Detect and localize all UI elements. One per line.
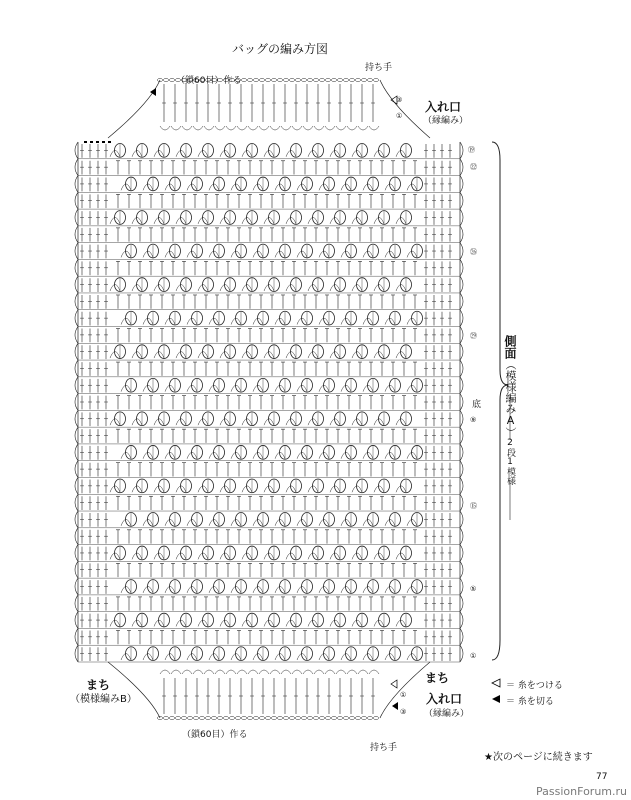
stitch-row [75,293,463,310]
chain-stitch [283,716,288,719]
edge-loop [75,293,78,310]
edge-loop [460,226,463,243]
bottom-row-label: ③ [400,708,407,716]
edge-loop [460,528,463,545]
edge-loop [460,477,463,494]
chain-stitch [265,78,270,81]
gusset-title-left: まち [86,678,111,692]
top-opening-title: 入れ口 [425,100,462,114]
band-arc [182,126,192,130]
band-side [108,80,160,138]
edge-loop [460,561,463,578]
chain-stitch [169,78,174,81]
page-number: 77 [596,772,608,782]
band-arc [347,670,357,674]
edge-loop [75,494,78,511]
stitch-row [75,528,463,545]
stitch-row [75,259,463,276]
band-arc [336,126,346,130]
band-arc [215,126,225,130]
edge-loop [460,394,463,411]
chain-stitch [271,78,276,81]
stitch-row [75,645,463,662]
edge-loop [460,276,463,293]
band-arc [248,126,258,130]
edge-loop [75,461,78,478]
edge-loop [75,360,78,377]
chain-stitch [313,716,318,719]
chain-stitch [289,78,294,81]
edge-loop [460,444,463,461]
chain-stitch [247,78,252,81]
stitch-row [75,159,463,176]
side-row-label: ⑤ [470,585,477,593]
edge-loop [75,612,78,629]
side-label [503,335,517,485]
edge-loop [460,159,463,176]
band-arc [270,126,280,130]
band-arc [347,126,357,130]
edge-loop [460,192,463,209]
band-arc [292,126,302,130]
edge-loop [75,477,78,494]
edge-loop [460,343,463,360]
edge-loop [460,511,463,528]
band-arc [193,126,203,130]
edge-loop [460,293,463,310]
chain-stitch [199,716,204,719]
edge-loop [75,192,78,209]
band-arc [204,670,214,674]
chain-stitch [307,716,312,719]
band-arc [171,126,181,130]
band-arc [259,670,269,674]
edge-loop [460,360,463,377]
side-row-label: ① [470,652,477,660]
band-arc [171,670,181,674]
chain-stitch [331,78,336,81]
side-row-label: ㉖ [470,248,477,256]
side-row-label: ㉒ [470,163,477,171]
edge-loop [75,545,78,562]
chain-stitch [331,716,336,719]
side-label-rep: 2段1模様 [505,438,515,485]
chain-stitch [349,716,354,719]
band-arc [369,126,379,130]
stitch-row [75,545,463,562]
edge-loop [460,410,463,427]
edge-loop [460,578,463,595]
top-row-label: ① [396,112,403,120]
band-arc [292,670,302,674]
chain-stitch [301,716,306,719]
band-arc [303,670,313,674]
chain-stitch [259,78,264,81]
open-triangle-icon [492,679,500,687]
band-arc [358,670,368,674]
chain-stitch [337,78,342,81]
band-arc [303,126,313,130]
chain-stitch [355,716,360,719]
side-row-label: ⑲ [468,146,475,154]
edge-loop [460,310,463,327]
band-arc [182,670,192,674]
band-arc [204,126,214,130]
chain-stitch [301,78,306,81]
side-row-label: ⑮ [470,502,477,510]
edge-loop [75,645,78,662]
bottom-marker: 底 [472,400,482,410]
chain-stitch [211,716,216,719]
band-arc [314,670,324,674]
edge-loop [75,176,78,193]
chain-stitch [295,716,300,719]
chain-stitch [169,716,174,719]
stitch-row [75,561,463,578]
chain-stitch [163,78,168,81]
stitch-row [75,628,463,645]
edge-loop [460,461,463,478]
chain-stitch [313,78,318,81]
filled-triangle-icon [392,702,398,710]
edge-loop [75,427,78,444]
open-triangle-icon [391,680,397,688]
chain-stitch [361,78,366,81]
edge-loop [75,327,78,344]
chain-stitch [373,78,378,81]
edge-loop [75,528,78,545]
chain-stitch [295,78,300,81]
chain-stitch [181,716,186,719]
diagram-title: バッグの編み方図 [232,42,329,56]
chain-stitch [343,78,348,81]
gusset-sub: （模様編みB） [70,694,137,705]
edge-loop [460,427,463,444]
edge-loop [75,209,78,226]
edge-loop [460,142,463,159]
edge-loop [460,259,463,276]
band-arc [248,670,258,674]
band-arc [281,670,291,674]
chain-stitch [367,716,372,719]
stitch-row [75,142,463,159]
stitch-row [75,176,463,193]
chain-stitch [247,716,252,719]
edge-loop [75,444,78,461]
filled-triangle-icon [492,695,500,703]
chain-stitch [217,716,222,719]
edge-loop [75,142,78,159]
band-arc [193,670,203,674]
edge-loop [460,494,463,511]
band-arc [281,126,291,130]
chain-stitch [241,78,246,81]
stitch-row [75,511,463,528]
top-chain-note: （鎖60目）作る [176,76,242,86]
edge-loop [75,595,78,612]
stitch-row [75,427,463,444]
band-arc [160,126,170,130]
chain-stitch [307,78,312,81]
bottom-opening-sub: （縁編み） [424,709,470,719]
stitch-row [75,410,463,427]
band-arc [325,670,335,674]
top-opening-sub: （縁編み） [423,116,469,126]
legend-cut: ＝ 糸を切る [506,697,554,707]
chain-stitch [271,716,276,719]
chain-stitch [361,716,366,719]
legend-attach: ＝ 糸をつける [506,681,563,691]
chain-stitch [343,716,348,719]
stitch-row [75,444,463,461]
edge-loop [75,310,78,327]
chain-stitch [283,78,288,81]
band-arc [358,126,368,130]
stitch-row [75,192,463,209]
stitch-row [75,377,463,394]
top-row-label: ③ [396,96,403,104]
stitch-row [75,360,463,377]
chain-stitch [223,716,228,719]
edge-loop [460,377,463,394]
stitch-row [75,343,463,360]
stitch-row [75,461,463,478]
side-label-main: 側面 [503,335,517,359]
band-arc [314,126,324,130]
edge-loop [75,578,78,595]
watermark: PassionForum.ru [536,785,627,798]
band-arc [369,670,379,674]
band-arc [237,126,247,130]
chain-stitch [325,716,330,719]
edge-loop [460,545,463,562]
band-arc [336,670,346,674]
chain-stitch [277,78,282,81]
top-opening-band [108,78,430,138]
continued-note: ★次のページに続きます [484,752,593,763]
edge-loop [460,612,463,629]
edge-loop [460,595,463,612]
stitch-grid [75,142,463,662]
edge-loop [75,259,78,276]
band-arc [270,670,280,674]
bottom-row-label: ① [400,691,407,699]
chain-stitch [337,716,342,719]
edge-loop [460,176,463,193]
chain-stitch [229,716,234,719]
band-arc [237,670,247,674]
chain-stitch [235,716,240,719]
edge-loop [75,561,78,578]
stitch-row [75,578,463,595]
bottom-opening-title: 入れ口 [426,692,463,706]
chain-stitch [187,716,192,719]
chain-stitch [253,78,258,81]
top-handle-label: 持ち手 [365,63,393,73]
stitch-row [75,276,463,293]
band-side [380,80,430,138]
stitch-row [75,394,463,411]
edge-loop [75,511,78,528]
chain-stitch [253,716,258,719]
edge-loop [460,209,463,226]
chain-stitch [355,78,360,81]
edge-loop [75,159,78,176]
band-arc [259,126,269,130]
edge-loop [75,377,78,394]
chain-stitch [259,716,264,719]
stitch-row [75,595,463,612]
band-arc [160,670,170,674]
edge-loop [460,628,463,645]
side-row-label: ㉙ [470,332,477,340]
bottom-handle-label: 持ち手 [370,743,398,753]
stitch-row [75,243,463,260]
stitch-row [75,310,463,327]
band-arc [226,670,236,674]
chain-stitch [325,78,330,81]
stitch-row [75,226,463,243]
edge-loop [460,243,463,260]
stitch-row [75,494,463,511]
edge-loop [460,327,463,344]
bottom-chain-note: （鎖60目）作る [182,730,248,740]
stitch-row [75,209,463,226]
band-arc [325,126,335,130]
chain-stitch [319,78,324,81]
chain-stitch [193,716,198,719]
band-arc [215,670,225,674]
edge-loop [75,276,78,293]
edge-loop [75,628,78,645]
edge-loop [75,226,78,243]
chain-stitch [349,78,354,81]
chain-stitch [163,716,168,719]
chain-stitch [205,716,210,719]
stitch-row [75,477,463,494]
chain-stitch [373,716,378,719]
edge-loop [75,343,78,360]
chain-stitch [265,716,270,719]
edge-loop [75,243,78,260]
band-arc [226,126,236,130]
chain-stitch [277,716,282,719]
side-row-label: ⑨ [470,416,477,424]
chain-stitch [175,716,180,719]
edge-loop [460,645,463,662]
chain-stitch [319,716,324,719]
stitch-row [75,612,463,629]
chain-stitch [289,716,294,719]
side-label-sub: （模様編みA） [504,359,517,438]
chain-stitch [241,716,246,719]
gusset-title-right: まち [425,671,450,685]
bottom-opening-band [108,662,430,720]
edge-loop [75,394,78,411]
edge-loop [75,410,78,427]
stitch-row [75,327,463,344]
chain-stitch [367,78,372,81]
